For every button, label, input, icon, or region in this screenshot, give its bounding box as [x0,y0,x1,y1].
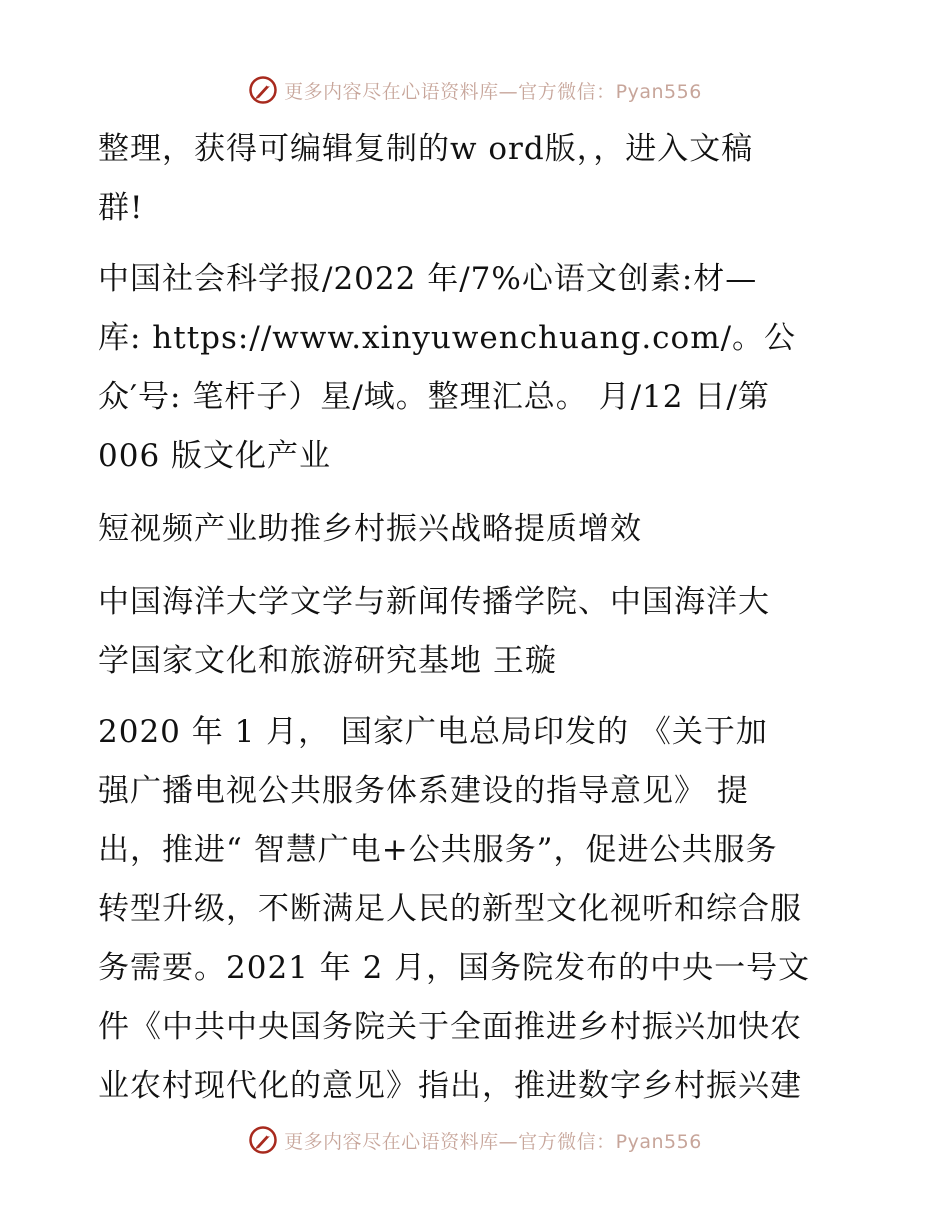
article-title [98,500,850,559]
text-line: 2020 年 1 月， 国家广电总局印发的 《关于加 [98,714,768,750]
text-line: 业农村现代化的意见》指出，推进数字乡村振兴建 [98,1068,802,1104]
text-line: 务需要。2021 年 2 月，国务院发布的中央一号文 [98,950,811,986]
text-line: 短视频产业助推乡村振兴战略提质增效 [98,511,642,547]
watermark-text: 更多内容尽在心语资料库—官方微信：Pyan556 [284,80,702,103]
text-line: 中国社会科学报/2022 年/7%心语文创素:材— [98,261,758,297]
pen-seal-icon [248,1125,278,1155]
text-line: 006 版文化产业 [98,438,332,474]
text-line: 转型升级，不断满足人民的新型文化视听和综合服 [98,891,802,927]
author-paragraph [98,573,850,691]
text-line: 出，推进“ 智慧广电+公共服务”，促进公共服务 [98,832,778,868]
text-line: 群! [98,190,144,226]
watermark-banner-top [0,70,950,110]
text-line: 整理，获得可编辑复制的w ord版，，进入文稿 [98,131,754,167]
text-line: 学国家文化和旅游研究基地 王璇 [98,643,557,679]
text-line: 件《中共中央国务院关于全面推进乡村振兴加快农 [98,1009,802,1045]
intro-paragraph [98,120,850,238]
text-line: 强广播电视公共服务体系建设的指导意见》 提 [98,773,749,809]
text-line: 库: https://www.xinyuwenchuang.com/。公 [98,320,797,356]
watermark-banner-bottom [0,1120,950,1160]
body-paragraph [98,703,850,1116]
pen-seal-icon [248,75,278,105]
source-paragraph [98,250,850,486]
text-line: 中国海洋大学文学与新闻传播学院、中国海洋大 [98,584,770,620]
document-body [98,120,850,1116]
text-line: 众′号: 笔杆子）星/域。整理汇总。 月/12 日/第 [98,379,770,415]
watermark-text: 更多内容尽在心语资料库—官方微信：Pyan556 [284,1130,702,1153]
